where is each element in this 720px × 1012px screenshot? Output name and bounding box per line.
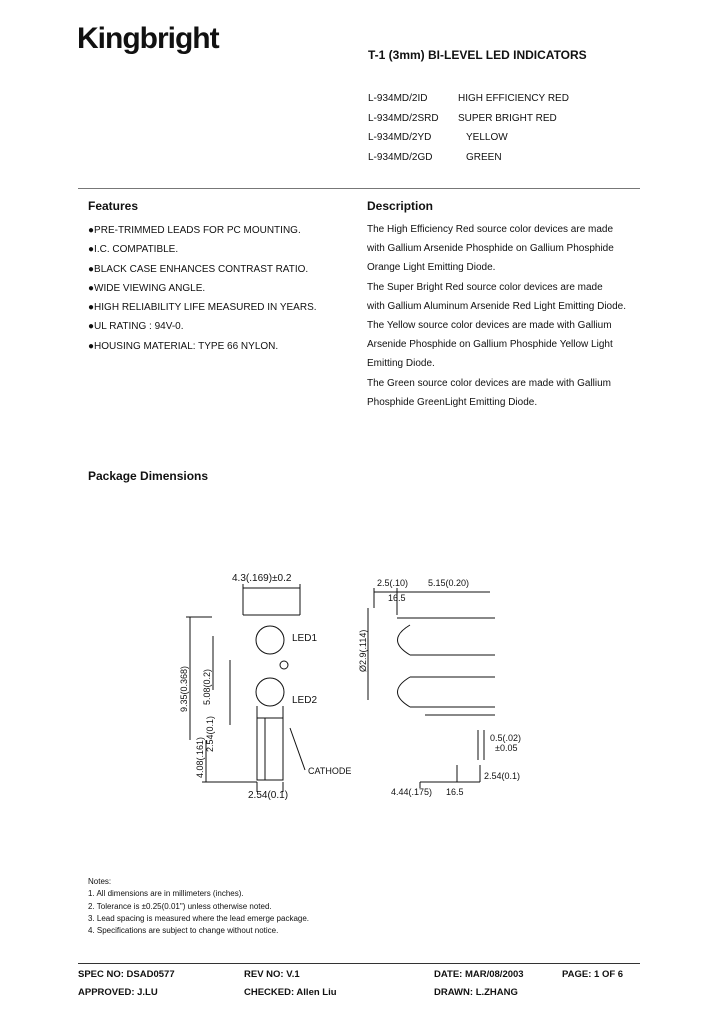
dim-bottom-a: 4.44(.175)	[391, 787, 433, 797]
part-color: GREEN	[466, 151, 502, 163]
notes	[88, 876, 309, 937]
part-number: L-934MD/2YD	[368, 132, 432, 143]
description-heading: Description	[367, 199, 434, 213]
part-number: L-934MD/2GD	[368, 151, 433, 163]
description-line: The Super Bright Red source color devices are made	[367, 281, 603, 293]
document-title: T-1 (3mm) BI-LEVEL LED INDICATORS	[368, 48, 587, 62]
dim-lead-tol: ±0.05	[495, 743, 518, 753]
description-line: Orange Light Emitting Diode.	[367, 262, 496, 274]
list-item: ●HIGH RELIABILITY LIFE MEASURED IN YEARS.	[88, 302, 317, 314]
description-line: The High Efficiency Red source color devices are made	[367, 224, 614, 235]
dim-mid-b: 2.54(0.1)	[205, 715, 215, 752]
part-color: SUPER BRIGHT RED	[458, 112, 557, 124]
part-color: YELLOW	[466, 132, 508, 143]
checked-by: CHECKED: Allen Liu	[244, 987, 337, 998]
list-item: ●UL RATING : 94V-0.	[88, 321, 184, 333]
description-line: with Gallium Aluminum Arsenide Red Light Emitting Diode.	[367, 300, 627, 312]
drawn-by: DRAWN: L.ZHANG	[434, 987, 518, 998]
spec-no: SPEC NO: DSAD0577	[78, 969, 175, 980]
description-line: with Gallium Arsenide Phosphide on Gallium Phosphide	[367, 243, 614, 255]
date: DATE: MAR/08/2003	[434, 969, 524, 980]
page-number: PAGE: 1 OF 6	[562, 969, 624, 980]
dim-mid-a: 5.08(0.2)	[202, 668, 212, 705]
description-line: Emitting Diode.	[367, 358, 435, 370]
part-number: L-934MD/2ID	[368, 93, 428, 104]
list-item: ●PRE-TRIMMED LEADS FOR PC MOUNTING.	[88, 225, 301, 236]
package-heading: Package Dimensions	[88, 469, 209, 483]
description-line: Arsenide Phosphide on Gallium Phosphide Yellow Light	[367, 339, 613, 351]
description-line: The Yellow source color devices are made with Gallium	[367, 320, 612, 332]
part-color: HIGH EFFICIENCY RED	[458, 93, 569, 104]
dim-lower: 4.08(.161)	[195, 736, 205, 778]
approved-by: APPROVED: J.LU	[78, 987, 158, 998]
label-led1: LED1	[292, 633, 318, 644]
dim-side-min: 16.5	[388, 593, 406, 603]
brand-logo: Kingbright	[77, 22, 219, 55]
dim-side-b: 5.15(0.20)	[428, 578, 470, 588]
dim-bottom-b: 16.5	[446, 787, 464, 797]
dim-height: 9.35(0.368)	[179, 665, 189, 712]
rev-no: REV NO: V.1	[244, 969, 300, 980]
list-item: ●WIDE VIEWING ANGLE.	[88, 282, 206, 294]
list-item: ●HOUSING MATERIAL: TYPE 66 NYLON.	[88, 340, 279, 352]
list-item: ●BLACK CASE ENHANCES CONTRAST RATIO.	[88, 263, 309, 275]
dim-bottom-pitch: 2.54(0.1)	[484, 771, 521, 781]
dim-side-a: 2.5(.10)	[377, 578, 409, 588]
description-line: The Green source color devices are made with Gallium	[367, 377, 611, 389]
dim-top-width: 4.3(.169)±0.2	[232, 573, 292, 584]
note-item: 3. Lead spacing is measured where the lead emerge package.	[88, 913, 310, 923]
note-item: 4. Specifications are subject to change without notice.	[88, 926, 279, 936]
note-item: 2. Tolerance is ±0.25(0.01") unless otherwise noted.	[88, 901, 272, 911]
label-cathode: CATHODE	[308, 766, 352, 776]
label-led2: LED2	[292, 695, 318, 706]
dim-diameter: Ø2.9(.114)	[358, 629, 368, 672]
features-heading: Features	[88, 199, 139, 213]
list-item: ●I.C. COMPATIBLE.	[88, 244, 179, 256]
footer-divider	[78, 963, 640, 964]
description-line: Phosphide GreenLight Emitting Diode.	[367, 396, 538, 408]
note-item: 1. All dimensions are in millimeters (inches).	[88, 889, 244, 899]
part-number: L-934MD/2SRD	[368, 112, 439, 124]
notes-heading: Notes:	[88, 877, 112, 886]
dim-lead-width: 0.5(.02)	[490, 733, 522, 743]
dim-pitch: 2.54(0.1)	[248, 790, 289, 801]
